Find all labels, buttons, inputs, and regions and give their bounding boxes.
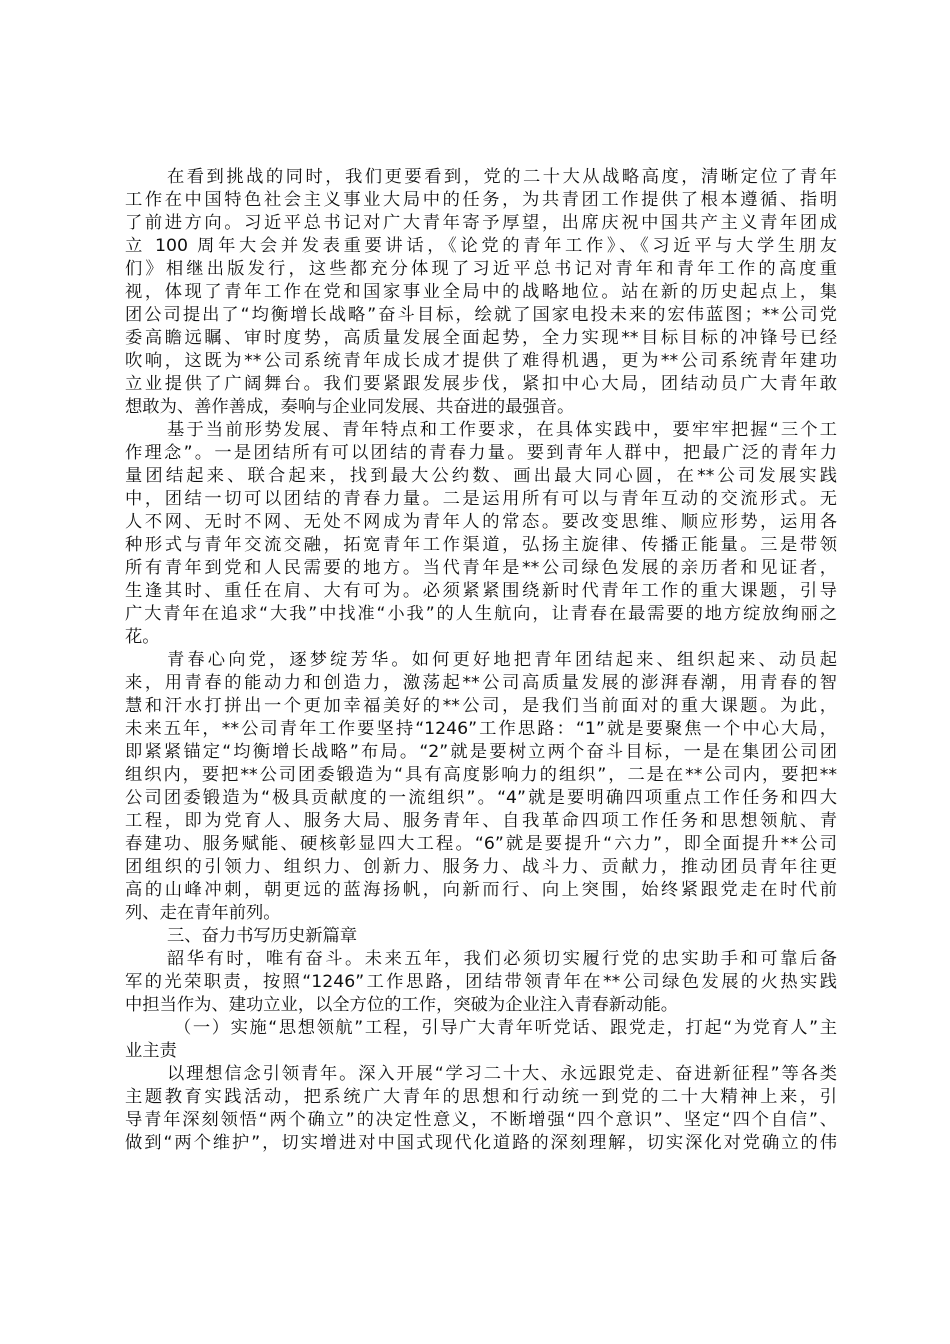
text-line: 团公司提出了“均衡增长战略”奋斗目标，绘就了国家电投未来的宏伟蓝图；**公司党 — [125, 305, 837, 325]
text-line: 高的山峰冲刺，朝更远的蓝海扬帆，向新而行、向上突围，始终紧跟党走在时代前 — [125, 880, 837, 900]
text-line: 列、走在青年前列。 — [125, 903, 281, 923]
text-line: 在看到挑战的同时，我们更要看到，党的二十大从战略高度，清晰定位了青年 — [167, 167, 837, 187]
text-line: 广大青年在追求“大我”中找准“小我”的人生航向，让青春在最需要的地方绽放绚丽之 — [125, 604, 837, 624]
paragraph-work-concepts — [125, 419, 837, 649]
text-line: 想敢为、善作善成，奏响与企业同发展、共奋进的最强音。 — [125, 397, 575, 417]
text-line: 青春心向党，逐梦绽芳华。如何更好地把青年团结起来、组织起来、动员起 — [167, 650, 837, 670]
text-line: 工作在中国特色社会主义事业大局中的任务，为共青团工作提供了根本遵循、指明 — [125, 190, 837, 210]
text-line: 量团结起来、联合起来，找到最大公约数、画出最大同心圆，在**公司发展实践 — [125, 466, 837, 486]
text-line: 中，团结一切可以团结的青春力量。二是运用所有可以与青年互动的交流形式。无 — [125, 489, 837, 509]
text-line: 团组织的引领力、组织力、创新力、服务力、战斗力、贡献力，推动团员青年往更 — [125, 857, 837, 877]
text-line: 做到“两个维护”，切实增进对中国式现代化道路的深刻理解，切实深化对党确立的伟 — [125, 1133, 837, 1153]
text-line: 基于当前形势发展、青年特点和工作要求，在具体实践中，要牢牢把握“三个工 — [167, 420, 837, 440]
text-line: 视，体现了青年工作在党和国家事业全局中的战略地位。站在新的历史起点上，集 — [125, 282, 837, 302]
paragraph-ideals-guidance — [125, 1063, 837, 1155]
text-line: 立业提供了广阔舞台。我们要紧跟发展步伐，紧扣中心大局，团结动员广大青年敢 — [125, 374, 837, 394]
text-line: 种形式与青年交流交融，拓宽青年工作渠道，弘扬主旋律、传播正能量。三是带领 — [125, 535, 837, 555]
text-line: 慧和汗水打拼出一个更加幸福美好的**公司，是我们当前面对的重大课题。为此， — [125, 696, 837, 716]
subsection-heading — [125, 1017, 837, 1063]
text-line: 导青年深刻领悟“两个确立”的决定性意义，不断增强“四个意识”、坚定“四个自信”、 — [125, 1110, 837, 1130]
text-line: 们》相继出版发行，这些都充分体现了习近平总书记对青年和青年工作的高度重 — [125, 259, 837, 279]
text-line: 韶华有时，唯有奋斗。未来五年，我们必须切实履行党的忠实助手和可靠后备 — [167, 949, 837, 969]
text-line: 未来五年，**公司青年工作要坚持“1246”工作思路：“1”就是要聚焦一个中心大局， — [125, 719, 837, 739]
section-heading: 三、奋力书写历史新篇章 — [167, 926, 358, 946]
text-line: 吹响，这既为**公司系统青年成长成才提供了难得机遇，更为**公司系统青年建功 — [125, 351, 837, 371]
text-line: 来，用青春的能动力和创造力，激荡起**公司高质量发展的澎湃春潮，用青春的智 — [125, 673, 837, 693]
paragraph-challenges — [125, 166, 837, 419]
text-line: 所有青年到党和人民需要的地方。当代青年是**公司绿色发展的亲历者和见证者， — [125, 558, 837, 578]
text-line: 花。 — [125, 627, 160, 647]
text-line: 委高瞻远瞩、审时度势，高质量发展全面起势，全力实现**目标目标的冲锋号已经 — [125, 328, 837, 348]
text-line: 立 100 周年大会并发表重要讲话，《论党的青年工作》、《习近平与大学生朋友 — [125, 236, 837, 256]
text-line: 业主责 — [125, 1041, 177, 1061]
text-line: （一）实施“思想领航”工程，引导广大青年听党话、跟党走，打起“为党育人”主 — [174, 1018, 837, 1038]
text-line: 春建功、服务赋能、硬核彰显四大工程。“6”就是要提升“六力”，即全面提升**公司 — [125, 834, 837, 854]
text-line: 作理念”。一是团结所有可以团结的青春力量。要到青年人群中，把最广泛的青年力 — [125, 443, 837, 463]
text-line: 人不网、无时不网、无处不网成为青年人的常态。要改变思维、顺应形势，运用各 — [125, 512, 837, 532]
text-line: 公司团委锻造为“极具贡献度的一流组织”。“4”就是要明确四项重点工作任务和四大 — [125, 788, 837, 808]
text-line: 组织内，要把**公司团委锻造为“具有高度影响力的组织”，二是在**公司内，要把** — [125, 765, 837, 785]
text-line: 中担当作为、建功立业，以全方位的工作，突破为企业注入青春新动能。 — [125, 995, 679, 1015]
paragraph-youth-striving — [125, 948, 837, 1017]
paragraph-1246-approach — [125, 649, 837, 925]
text-line: 工程，即为党育人、服务大局、服务青年、自我革命四项工作任务和思想领航、青 — [125, 811, 837, 831]
text-line: 军的光荣职责，按照“1246”工作思路，团结带领青年在**公司绿色发展的火热实践 — [125, 972, 837, 992]
text-line: 以理想信念引领青年。深入开展“学习二十大、永远跟党走、奋进新征程”等各类 — [167, 1064, 837, 1084]
text-line: 即紧紧锚定“均衡增长战略”布局。“2”就是要树立两个奋斗目标，一是在集团公司团 — [125, 742, 837, 762]
document-page — [125, 166, 837, 1155]
text-line: 了前进方向。习近平总书记对广大青年寄予厚望，出席庆祝中国共产主义青年团成 — [125, 213, 837, 233]
text-line: 生逢其时、重任在肩、大有可为。必须紧紧围绕新时代青年工作的重大课题，引导 — [125, 581, 837, 601]
text-line: 主题教育实践活动，把系统广大青年的思想和行动统一到党的二十大精神上来，引 — [125, 1087, 837, 1107]
